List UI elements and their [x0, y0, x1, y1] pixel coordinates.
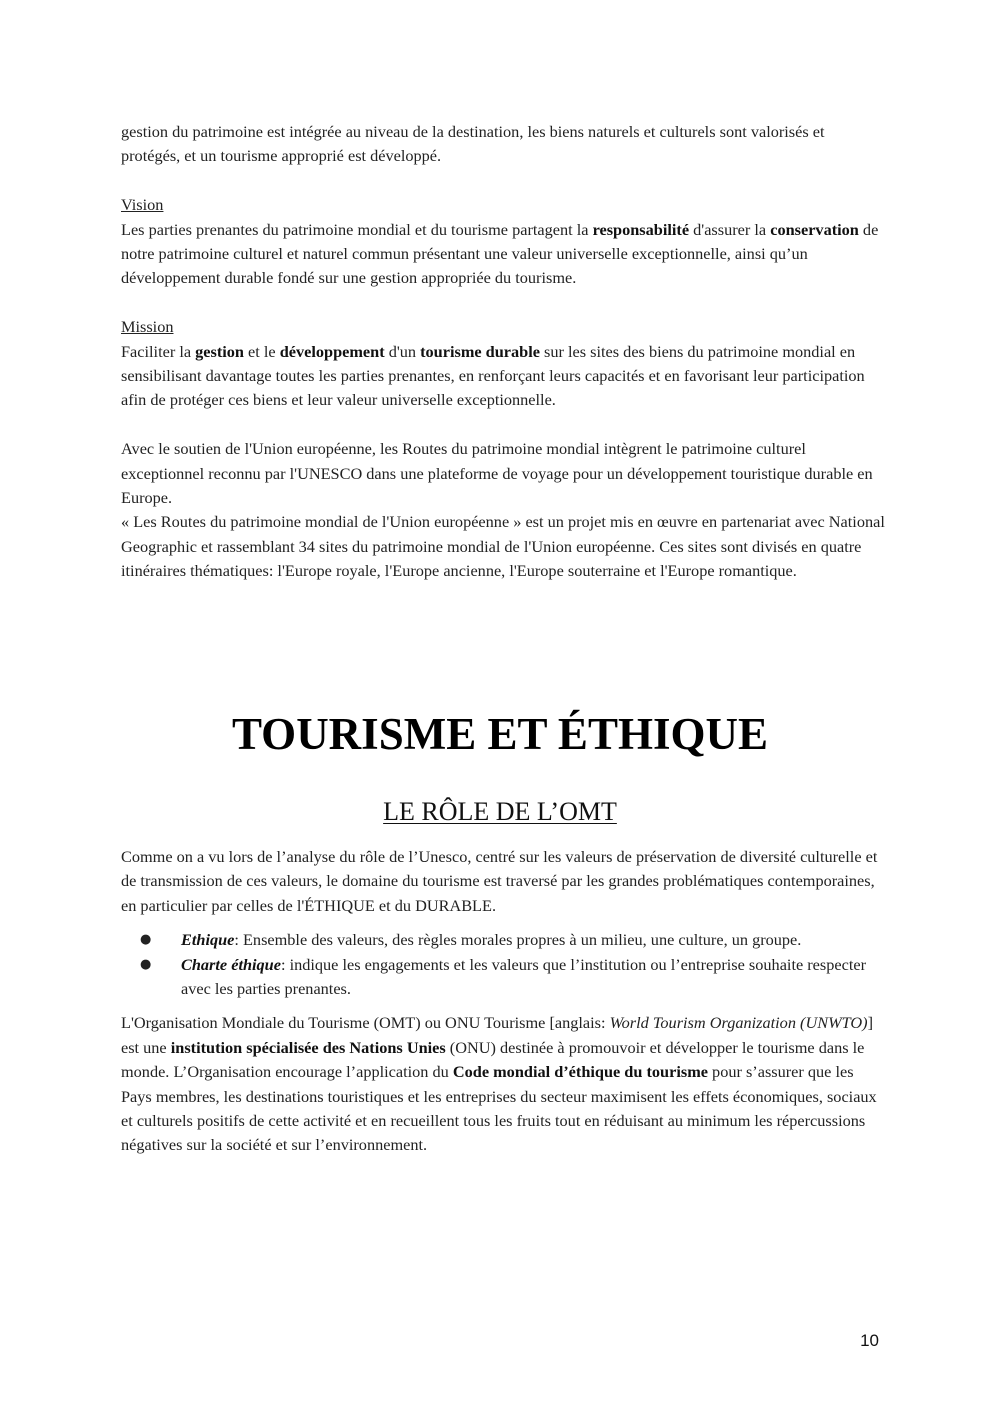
mission-text-2: et le: [243, 341, 280, 361]
mission-bold-2: développement: [279, 341, 385, 361]
vision-text-3: de notre patrimoine culturel et naturel commun présentant une valeur universelle exceptionnelle, ainsi qu’un développement durable fondé sur une gestion appropriée du tourisme.: [121, 219, 879, 288]
section-subtitle: [0, 795, 1000, 829]
eu-paragraph-2: « Les Routes du patrimoine mondial de l'Union européenne » est un projet mis en œuvre en partenariat avec National Geographic et rassemblant 34 sites du patrimoine mondial de l'Union européenne. Ces sites sont divisés en quatre itinéraires thématiques: l'Europe royale, l'Europe ancienne, l'Europe souterraine et l'Europe romantique.: [121, 512, 885, 581]
mission-text-4: sur les sites des biens du patrimoine mondial en sensibilisant davantage toutes les parties prenantes, en renforçant leurs capacités et en favorisant leur participation afin de protéger ces biens et leur valeur universelle exceptionnelle.: [121, 341, 865, 410]
definition-list: [121, 928, 886, 1001]
list-item: [121, 953, 886, 1002]
omt-text-1: L'Organisation Mondiale du Tourisme (OMT) ou ONU Tourisme [anglais:: [121, 1013, 610, 1033]
definition-term: Ethique: [181, 930, 235, 950]
mission-text-1: Faciliter la: [121, 341, 196, 361]
mission-paragraph: [121, 340, 886, 413]
section-intro-paragraph: Comme on a vu lors de l’analyse du rôle de l’Unesco, centré sur les valeurs de préservation de diversité culturelle et de transmission de ces valeurs, le domaine du tourisme est traversé par les grandes problématiques contemporaines, en particulier par celles de l'ÉTHIQUE et du DURABLE.: [121, 847, 878, 915]
mission-bold-3: tourisme durable: [420, 341, 540, 361]
omt-text-4: pour s’assurer que les Pays membres, les destinations touristiques et les entreprises du secteur maximisent les effets économiques, sociaux et culturels positifs de cette activité et en recueillent tous les fruits tout en réduisant au minimum les répercussions négatives sur la société et sur l’environnement.: [121, 1062, 877, 1155]
eu-paragraph-1: Avec le soutien de l'Union européenne, les Routes du patrimoine mondial intègrent le patrimoine culturel exceptionnel reconnu par l'UNESCO dans une plateforme de voyage pour un développement touristique durable en Europe.: [121, 439, 873, 508]
omt-bold-1: institution spécialisée des Nations Unies: [170, 1037, 446, 1057]
vision-text-1: Les parties prenantes du patrimoine mondial et du tourisme partagent la: [121, 219, 593, 239]
omt-italic-1: World Tourism Organization (UNWTO): [609, 1013, 868, 1033]
mission-bold-1: gestion: [195, 341, 244, 361]
vision-heading: Vision: [121, 195, 164, 215]
page-body: [121, 120, 886, 584]
bullet-icon: ●: [140, 932, 152, 948]
section-title: TOURISME ET ÉTHIQUE: [231, 709, 768, 759]
list-item: [121, 928, 886, 952]
vision-bold-1: responsabilité: [592, 219, 690, 239]
definition-text: : Ensemble des valeurs, des règles morales propres à un milieu, une culture, un groupe.: [234, 930, 802, 950]
omt-text-2: ] est une: [121, 1013, 873, 1057]
definition-text: : indique les engagements et les valeurs que l’institution ou l’entreprise souhaite respecter avec les parties prenantes.: [181, 954, 867, 999]
omt-text-3: (ONU) destinée à promouvoir et développer le tourisme dans le monde. L’Organisation encourage l’application du: [121, 1037, 865, 1082]
omt-bold-2: Code mondial d’éthique du tourisme: [452, 1062, 708, 1082]
bullet-icon: ●: [140, 956, 152, 972]
intro-paragraph: gestion du patrimoine est intégrée au niveau de la destination, les biens naturels et culturels sont valorisés et protégés, et un tourisme approprié est développé.: [121, 122, 825, 166]
vision-bold-2: conservation: [770, 219, 859, 239]
vision-text-2: d'assurer la: [689, 219, 771, 239]
definition-term: Charte éthique: [181, 954, 281, 974]
vision-paragraph: [121, 218, 886, 291]
omt-paragraph: [121, 1011, 886, 1157]
page-number: 10: [860, 1331, 879, 1350]
mission-text-3: d'un: [384, 341, 421, 361]
section-body: [121, 845, 886, 1158]
section-subtitle-text: LE RÔLE DE L’OMT: [383, 797, 617, 826]
mission-heading: Mission: [121, 317, 174, 337]
